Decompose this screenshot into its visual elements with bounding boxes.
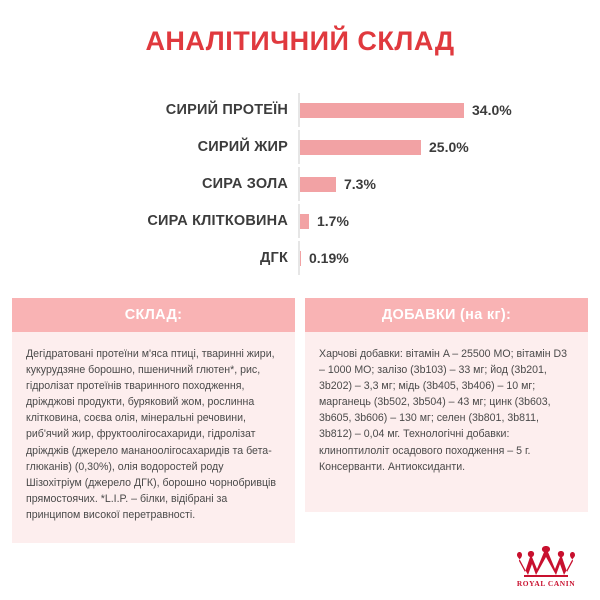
chart-row xyxy=(8,130,582,164)
chart-bar-value: 1.7% xyxy=(317,213,349,229)
chart-bar xyxy=(300,214,309,229)
chart-row xyxy=(8,204,582,238)
chart-row xyxy=(8,241,582,275)
composition-panel-heading: СКЛАД: xyxy=(12,298,295,332)
additives-panel xyxy=(305,298,588,543)
chart-bar-value: 7.3% xyxy=(344,176,376,192)
chart-row xyxy=(8,93,582,127)
chart-bar-label: СИРИЙ ПРОТЕЇН xyxy=(165,102,288,118)
chart-bar-track xyxy=(298,167,582,201)
chart-bar xyxy=(300,140,421,155)
chart-bar-value: 34.0% xyxy=(472,102,512,118)
chart-bar-value: 0.19% xyxy=(309,250,349,266)
brand-name: ROYAL CANIN xyxy=(516,579,576,588)
additives-panel-heading: ДОБАВКИ (на кг): xyxy=(305,298,588,332)
chart-row xyxy=(8,167,582,201)
composition-panel-body: Дегідратовані протеїни м'яса птиці, тваринні жири, кукурудзяне борошно, пшеничний глютен*, рис, гідролізат протеїнів тваринного походження, дріжджові продукти, буряковий жом, рослинна клітковина, соєва олія, мінеральні речовини, риб'ячий жир, фруктоолігосахариди, гідролізат дріжджів (джерело мананоолігосахаридів та бета-глюканів) (0,30%), олія водоростей роду Шізохітріум (джерело ДГК), борошно чорнобривців прямостоячих. *L.I.P. – білки, відібрані за принципом високої перетравності. xyxy=(12,332,295,543)
composition-panel xyxy=(12,298,295,543)
chart-bar xyxy=(300,177,336,192)
chart-bar xyxy=(300,103,464,118)
chart-bar-label: СИРИЙ ЖИР xyxy=(197,139,288,155)
chart-bar-track xyxy=(298,241,582,275)
chart-bar-label: СИРА КЛІТКОВИНА xyxy=(147,213,288,229)
chart-bar-label: СИРА ЗОЛА xyxy=(201,176,288,192)
info-panels xyxy=(0,278,600,543)
chart-bar-value: 25.0% xyxy=(429,139,469,155)
chart-bar-track xyxy=(298,204,582,238)
analytical-composition-chart xyxy=(0,93,600,275)
page-title: АНАЛІТИЧНИЙ СКЛАД xyxy=(145,26,455,56)
chart-bar-track xyxy=(298,130,582,164)
chart-bar-track xyxy=(298,93,582,127)
chart-bar-label: ДГК xyxy=(260,250,288,266)
crown-icon xyxy=(513,545,579,577)
additives-panel-body: Харчові добавки: вітамін A – 25500 МО; вітамін D3 – 1000 МО; залізо (3b103) – 33 мг; йод (3b201, 3b202) – 3,3 мг; мідь (3b405, 3b406) – 10 мг; марганець (3b502, 3b504) – 43 мг; цинк (3b603, 3b605, 3b606) – 130 мг; селен (3b801, 3b811, 3b812) – 0,04 мг. Технологічні добавки: клиноптилоліт осадового походження – 5 г. Консерванти. Антиоксиданти. xyxy=(305,332,588,512)
brand-logo xyxy=(510,545,582,588)
